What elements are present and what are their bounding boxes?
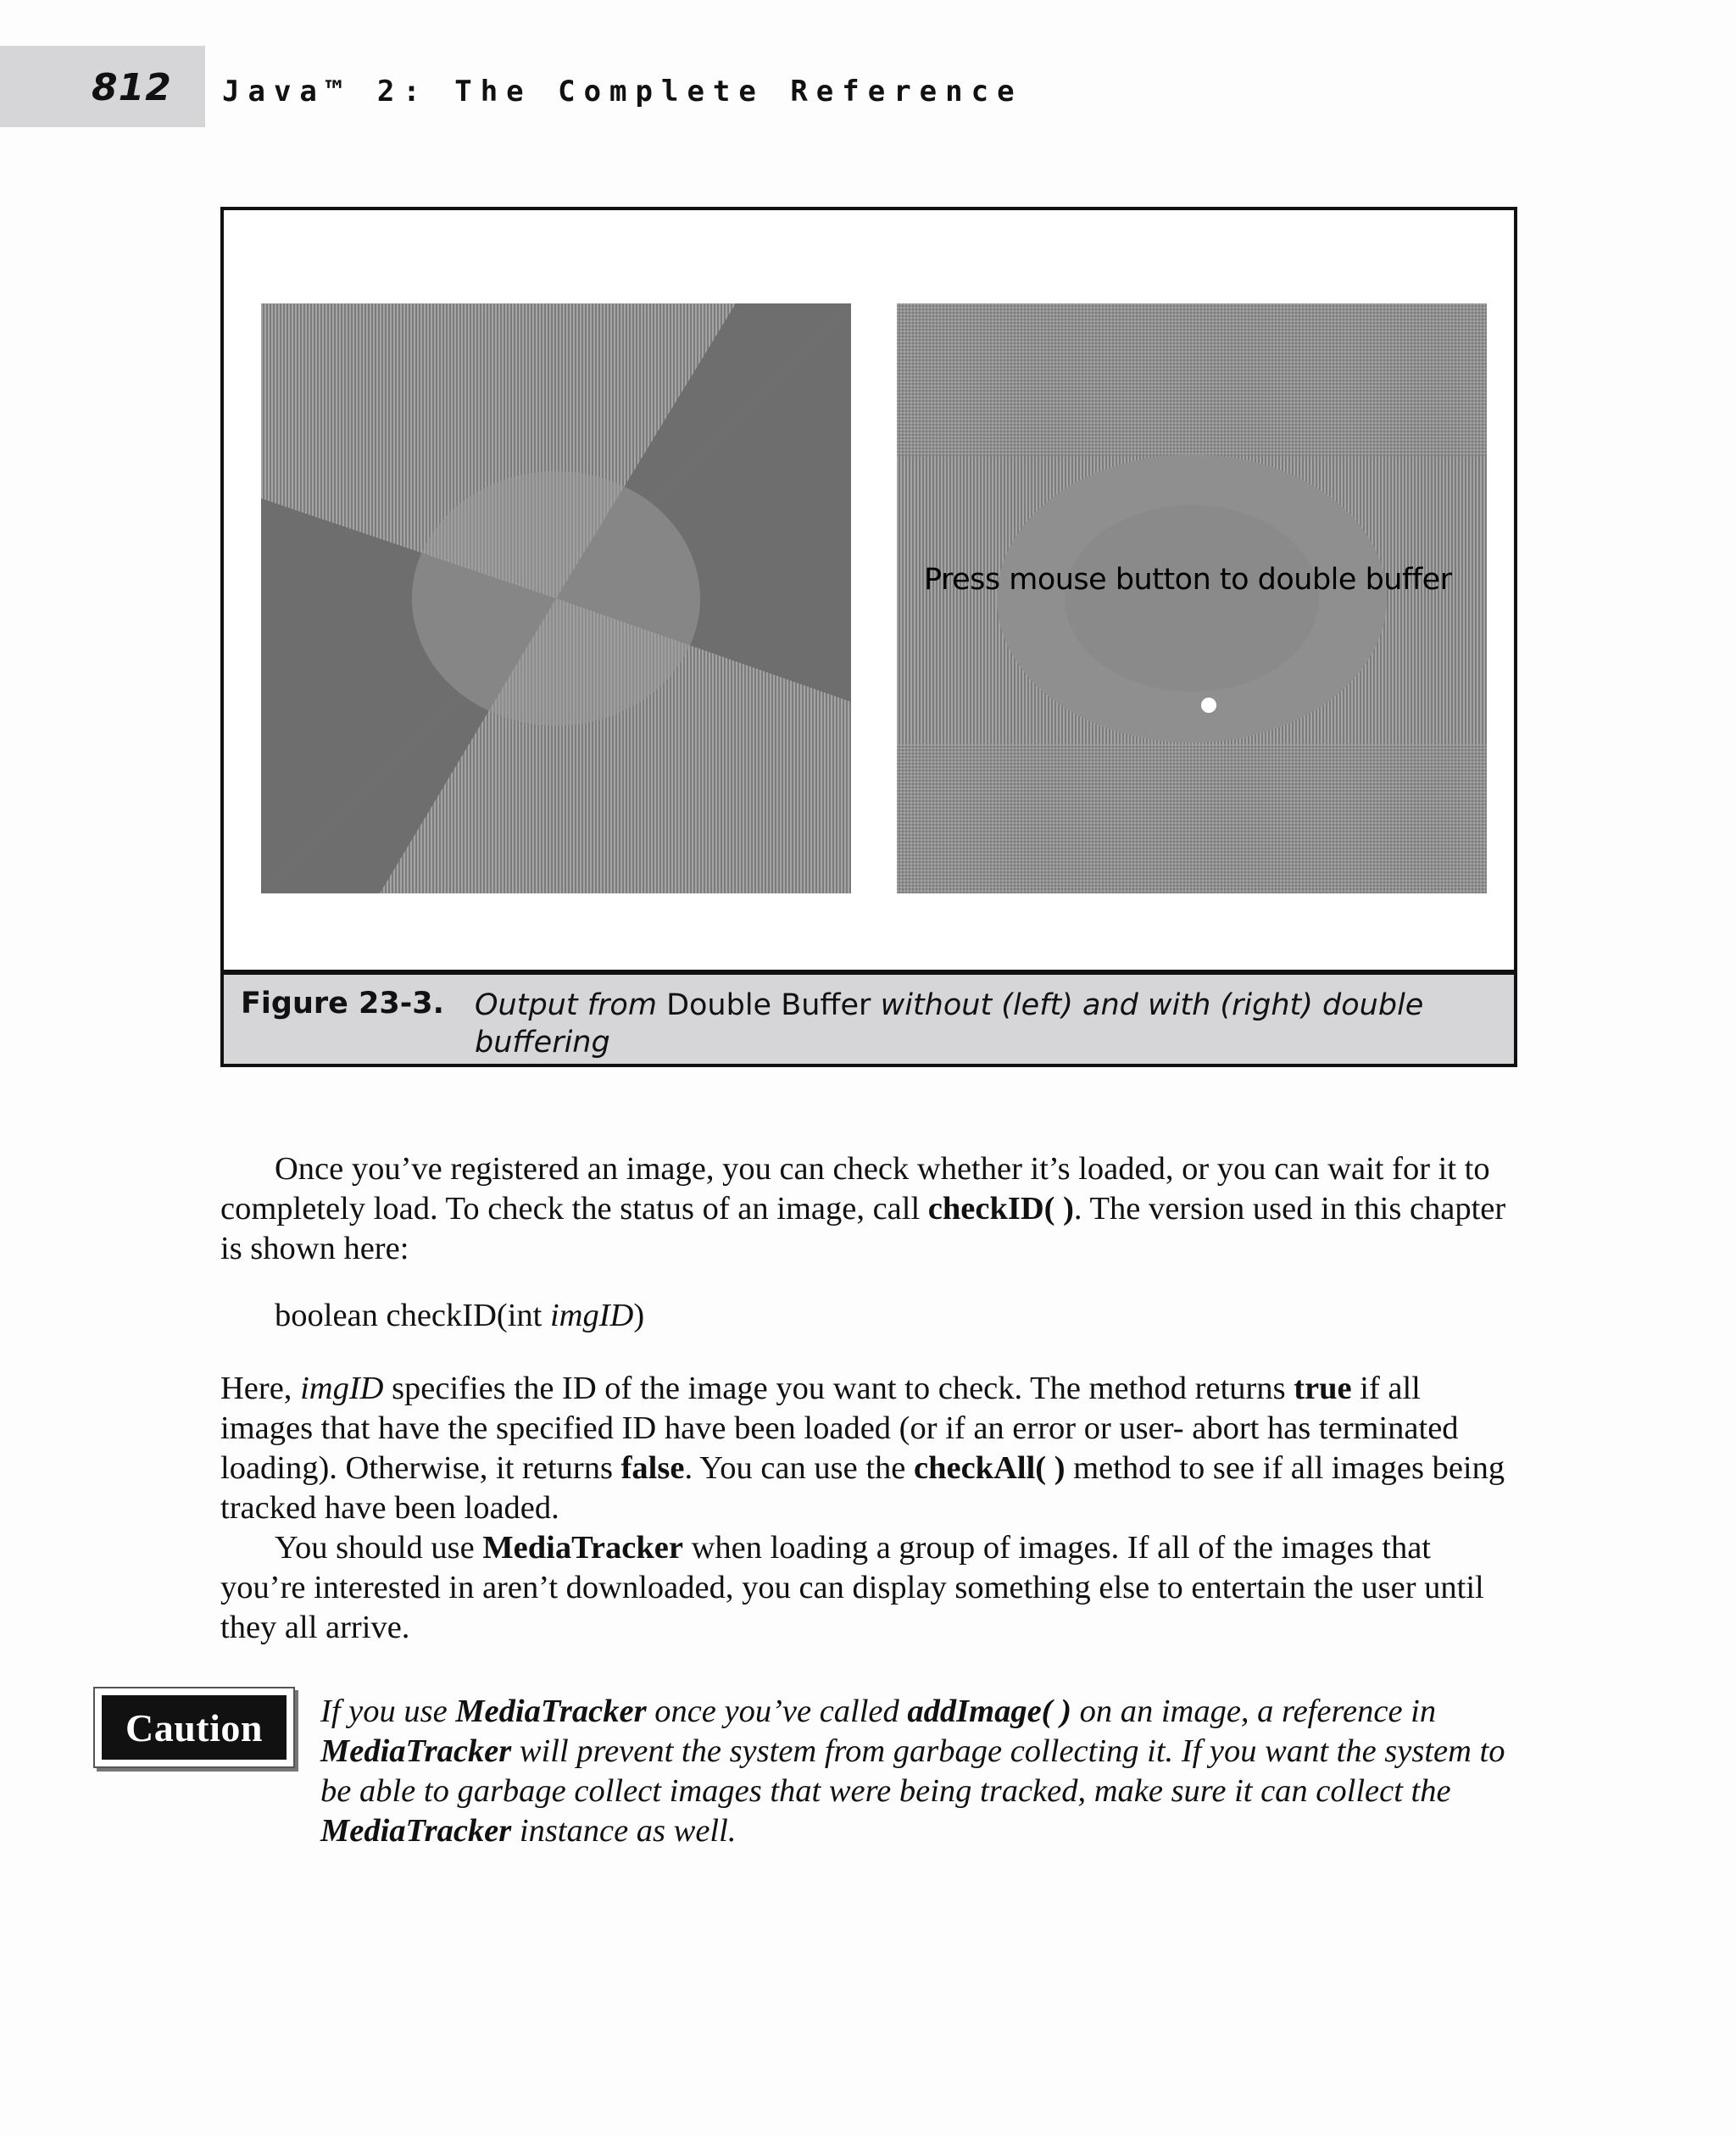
caution-note: If you use MediaTracker once you’ve called addImage( ) on an image, a reference in MediaTracker will prevent the system from garbage collecting it. If you want the system to be able to garbage collect images that were being tracked, make sure it can collect the MediaTracker instance as well. [320,1694,1505,1849]
paragraph-3: You should use MediaTracker when loading a group of images. If all of the images that you’re interested in aren’t downloaded, you can display something else to entertain the user until they all arrive. [220,1530,1484,1645]
mouse-cursor-dot [1201,698,1216,713]
figure-caption-text: Output from Double Buffer without (left) and with (right) double buffering [475,988,1424,1060]
moire-pattern-right [897,303,1487,893]
screen-message: Press mouse button to double buffer [924,563,1452,597]
figure [220,207,1517,1067]
page-number: 812 [92,66,172,109]
running-head: Java™ 2: The Complete Reference [222,75,1023,108]
figure-caption [224,970,1514,1064]
moire-pattern-left [261,303,851,893]
paragraph-1: Once you’ve registered an image, you can check whether it’s loaded, or you can wait for it to completely load. To check the status of an image, call checkID( ). The version used in this chapter is shown here: [220,1151,1506,1266]
paragraph-2: Here, imgID specifies the ID of the image you want to check. The method returns true if all images that have the specified ID have been loaded (or if an error or user- abort has terminated loading). Otherwise, it returns false. You can use the checkAll( ) method to see if all images being tracked have been loaded. You should use MediaTracker when loading a group of images. If all of the images that you’re interested in aren’t downloaded, you can display something else to entertain the user until they all arrive. [220,1369,1519,1648]
figure-left-screenshot [261,303,851,893]
figure-label: Figure 23-3. [241,987,444,1021]
caution-icon: Caution [93,1687,295,1768]
figure-right-screenshot [897,303,1487,893]
code-signature: boolean checkID(int imgID) [275,1298,645,1333]
